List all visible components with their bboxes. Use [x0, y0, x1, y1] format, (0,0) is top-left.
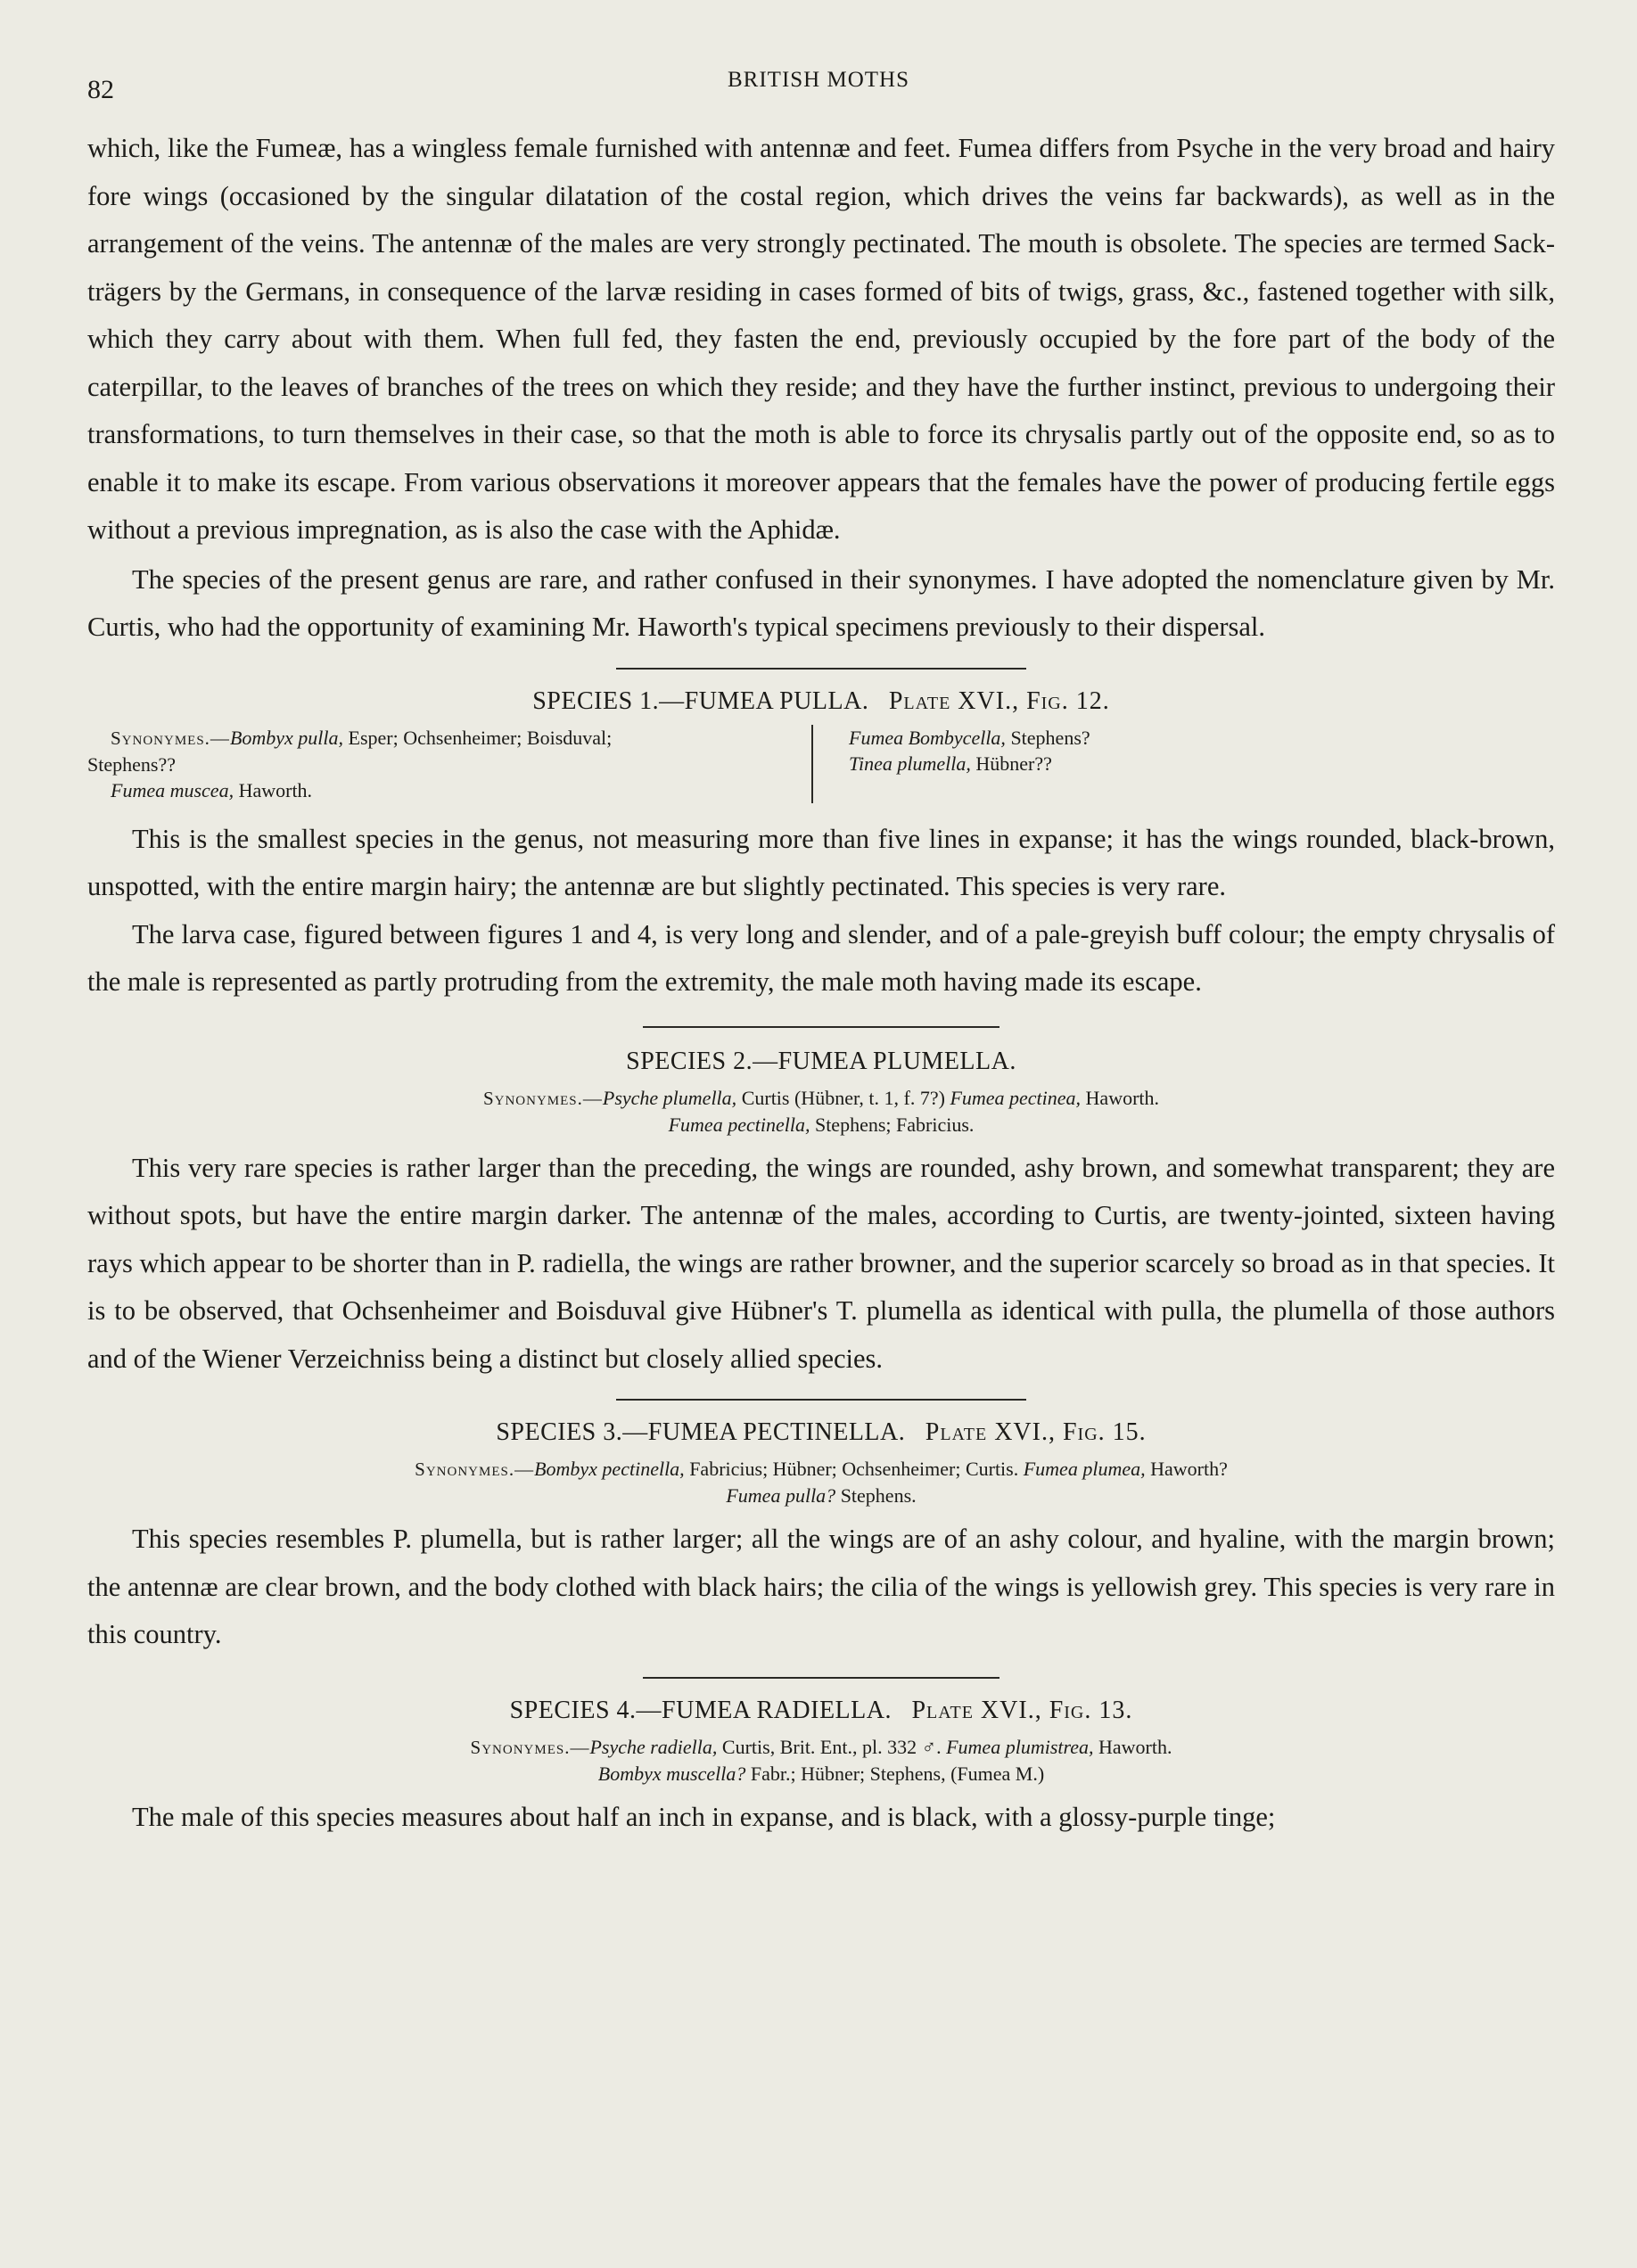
species-4-paragraph: The male of this species measures about half an inch in expanse, and is black, with a glossy-purple tinge;: [132, 1801, 1276, 1832]
synonym-name: Bombyx muscella?: [597, 1762, 746, 1785]
section-divider: [643, 1026, 999, 1028]
synonym-authority: Haworth.: [1093, 1735, 1172, 1758]
synonym-authority: Fabricius; Hübner; Ochsenheimer; Curtis.: [684, 1458, 1024, 1480]
synonym-line: [87, 1761, 1555, 1787]
synonym-authority: Stephens.: [835, 1484, 917, 1507]
synonym-name: Fumea plumea,: [1023, 1458, 1146, 1480]
intro-paragraph-2: The species of the present genus are rare, and rather confused in their synonymes. I have adopted the nomenclature given by Mr. Curtis, who had the opportunity of examining Mr. Haworth's typical specimens previously to their dispersal.: [87, 563, 1555, 642]
synonym-line: [87, 777, 792, 803]
species-4-plate: Plate XVI., Fig. 13.: [911, 1696, 1133, 1724]
section-divider: [616, 1399, 1026, 1401]
synonym-authority: Stephens??: [87, 752, 176, 776]
species-3-paragraph: This species resembles P. plumella, but is rather larger; all the wings are of an ashy colour, and hyaline, with the margin brown; the antennæ are clear brown, and the body clothed with black hairs; the cilia of the wings is yellowish grey. This species is very rare in this country.: [87, 1524, 1555, 1649]
species-3-synonymes: [87, 1456, 1555, 1508]
synonym-line: [87, 752, 792, 777]
synonym-line: [87, 725, 792, 752]
synonymes-label: Synonymes.—: [415, 1459, 535, 1480]
species-1-title: SPECIES 1.—FUMEA PULLA.: [532, 686, 869, 715]
species-3-title: SPECIES 3.—FUMEA PECTINELLA.: [496, 1418, 906, 1446]
species-4-synonymes: [87, 1734, 1555, 1787]
species-2-synonymes: [87, 1085, 1555, 1138]
synonym-name: Fumea muscea,: [111, 778, 234, 801]
synonym-name: Fumea pectinea,: [950, 1086, 1082, 1109]
running-title: BRITISH MOTHS: [728, 68, 909, 92]
synonym-authority: Haworth.: [1081, 1086, 1160, 1109]
synonym-authority: Fabr.; Hübner; Stephens, (Fumea M.): [745, 1762, 1045, 1785]
species-1-heading: [87, 682, 1555, 721]
synonym-name: Fumea pectinella,: [668, 1113, 810, 1136]
section-divider: [643, 1677, 999, 1679]
species-2-title: SPECIES 2.—FUMEA PLUMELLA.: [626, 1047, 1016, 1075]
synonym-authority: Stephens?: [1005, 726, 1090, 749]
synonym-authority: Curtis, Brit. Ent., pl. 332 ♂.: [717, 1735, 947, 1758]
species-4-heading: [87, 1691, 1555, 1730]
synonym-line: [87, 1483, 1555, 1508]
species-1-synonymes: [87, 725, 1555, 803]
synonym-line: [87, 1456, 1555, 1483]
synonym-authority: Haworth?: [1145, 1458, 1228, 1480]
synonym-line: [87, 1734, 1555, 1761]
synonym-name: Bombyx pulla,: [229, 726, 344, 749]
synonymes-label: Synonymes.—: [470, 1736, 590, 1758]
species-1-paragraph-2: The larva case, figured between figures 1 and 4, is very long and slender, and of a pale-greyish buff colour; the empty chrysalis of the male is represented as partly protruding from the extremity, the male moth having made its escape.: [87, 918, 1555, 997]
species-4-title: SPECIES 4.—FUMEA RADIELLA.: [509, 1696, 892, 1724]
page-body: [87, 125, 1555, 1841]
synonym-name: Fumea pulla?: [726, 1484, 836, 1507]
synonym-authority: Hübner??: [970, 752, 1052, 775]
synonymes-label: Synonymes.—: [482, 1087, 603, 1109]
synonym-line: [87, 1112, 1555, 1138]
synonym-line: [849, 751, 1090, 777]
synonym-name: Psyche radiella,: [589, 1735, 718, 1758]
synonymes-right-column: [813, 725, 1090, 803]
synonym-name: Fumea plumistrea,: [946, 1735, 1094, 1758]
synonym-name: Psyche plumella,: [602, 1086, 737, 1109]
species-2-paragraph: This very rare species is rather larger than the preceding, the wings are rounded, ashy brown, and somewhat transparent; they are without spots, but have the entire margin darker. The antennæ of the males, according to Curtis, are twenty-jointed, sixteen having rays which appear to be shorter than in P. radiella, the wings are rather browner, and the superior scarcely so broad as in that species. It is to be observed, that Ochsenheimer and Boisduval give Hübner's T. plumella as identical with pulla, the plumella of those authors and of the Wiener Verzeichniss being a distinct but closely allied species.: [87, 1152, 1555, 1374]
section-divider: [616, 668, 1026, 670]
species-3-heading: [87, 1413, 1555, 1452]
page-number: 82: [87, 75, 114, 104]
synonymes-left-column: [87, 725, 813, 803]
intro-paragraph-1: which, like the Fumeæ, has a wingless female furnished with antennæ and feet. Fumea differs from Psyche in the very broad and hairy fore wings (occasioned by the singular dilatation of the costal region, which drives the veins far backwards), as well as in the arrangement of the veins. The antennæ of the males are very strongly pectinated. The mouth is obsolete. The species are termed Sack-trägers by the Germans, in consequence of the larvæ residing in cases formed of bits of twigs, grass, &c., fastened together with silk, which they carry about with them. When full fed, they fasten the end, previously occupied by the fore part of the body of the caterpillar, to the leaves of branches of the trees on which they reside; and they have the further instinct, previous to undergoing their transformations, to turn themselves in their case, so that the moth is able to force its chrysalis partly out of the opposite end, so as to enable it to make its escape. From various observations it moreover appears that the females have the power of producing fertile eggs without a previous impregnation, as is also the case with the Aphidæ.: [87, 133, 1555, 545]
species-1-paragraph-1: This is the smallest species in the genus, not measuring more than five lines in expanse; it has the wings rounded, black-brown, unspotted, with the entire margin hairy; the antennæ are but slightly pectinated. This species is very rare.: [87, 823, 1555, 901]
species-3-plate: Plate XVI., Fig. 15.: [925, 1418, 1147, 1446]
synonym-authority: Curtis (Hübner, t. 1, f. 7?): [736, 1086, 950, 1109]
synonym-name: Bombyx pectinella,: [534, 1458, 685, 1480]
synonym-line: [87, 1085, 1555, 1112]
synonym-name: Fumea Bombycella,: [849, 726, 1006, 749]
synonymes-label: Synonymes.—: [111, 727, 230, 749]
synonym-authority: Esper; Ochsenheimer; Boisduval;: [343, 726, 613, 749]
synonym-authority: Stephens; Fabricius.: [810, 1113, 975, 1136]
synonym-line: [849, 725, 1090, 751]
species-2-heading: [87, 1042, 1555, 1081]
species-1-plate: Plate XVI., Fig. 12.: [888, 686, 1110, 715]
synonym-authority: Haworth.: [234, 778, 313, 801]
synonym-name: Tinea plumella,: [849, 752, 971, 775]
